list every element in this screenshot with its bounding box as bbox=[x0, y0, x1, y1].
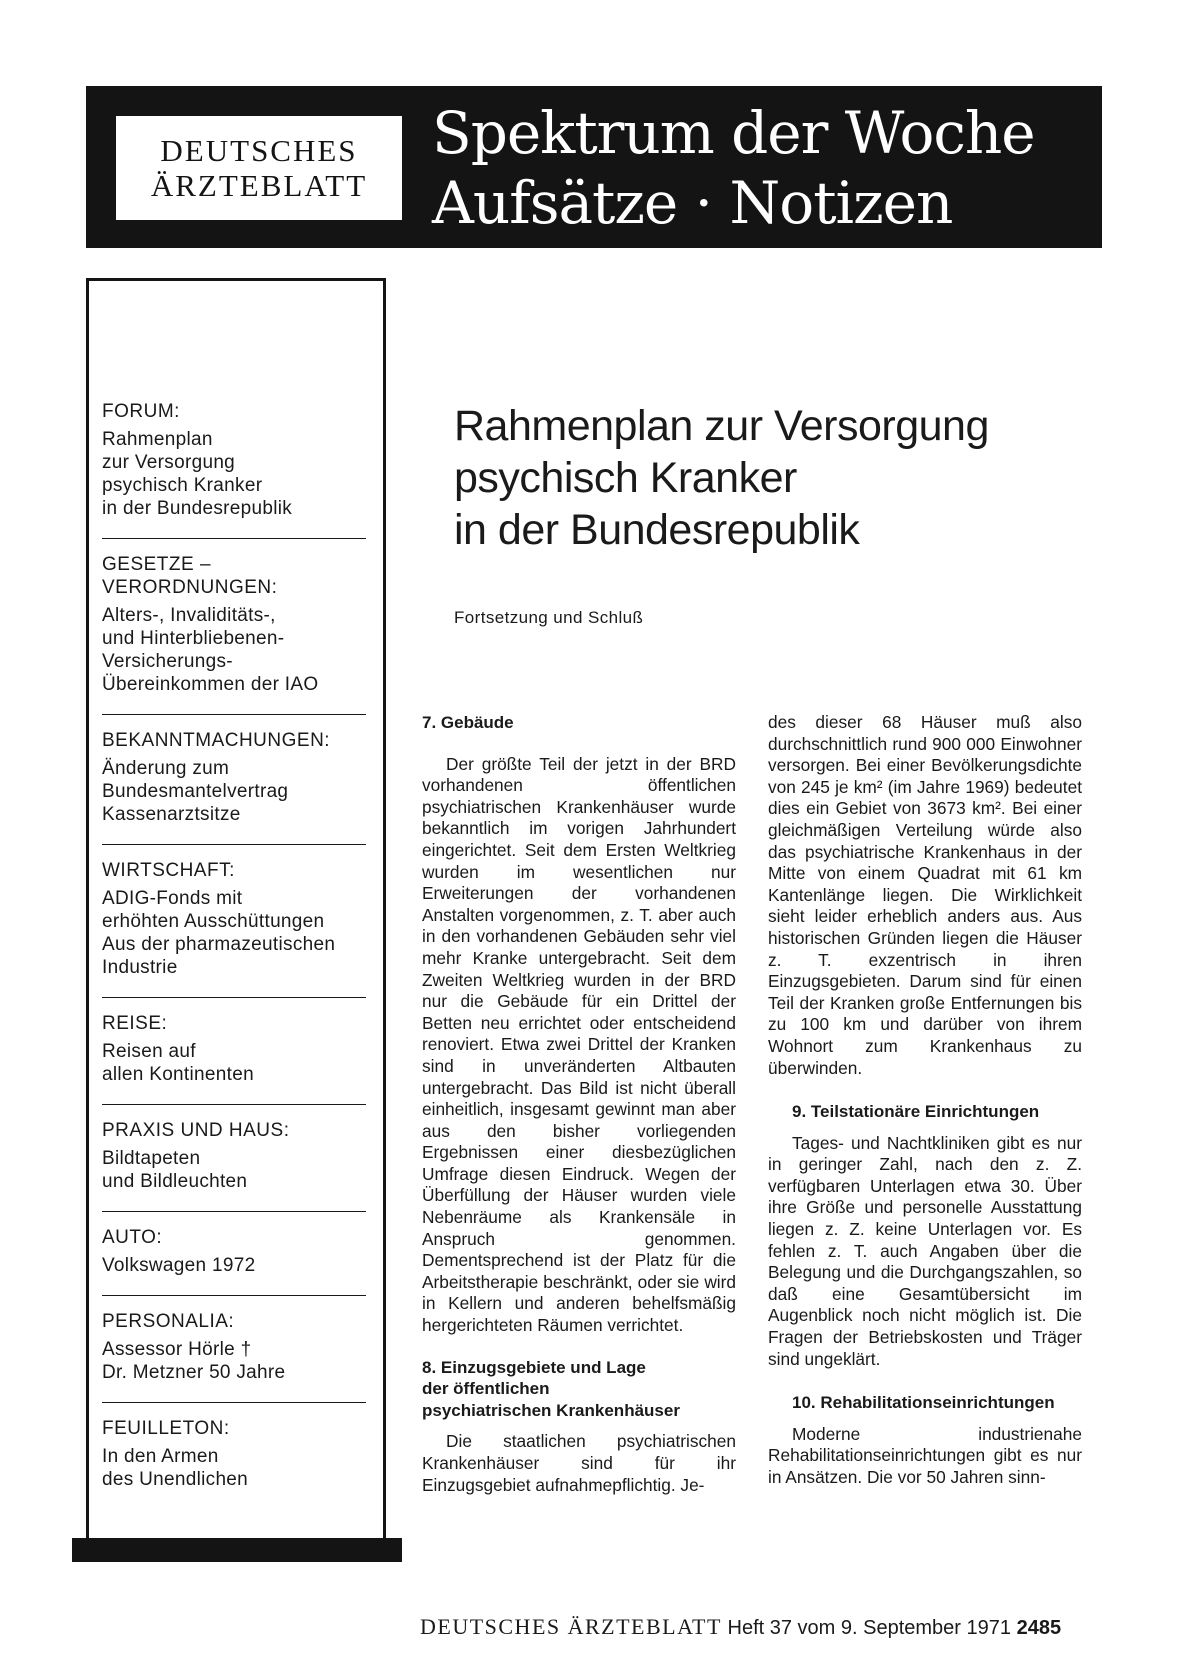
toc-entry: Versicherungs- bbox=[102, 651, 233, 672]
article-title-line-2: psychisch Kranker bbox=[454, 454, 797, 502]
toc-entry: und Hinterbliebenen- bbox=[102, 628, 285, 649]
heading-section-10: 10. Rehabilitationseinrichtungen bbox=[792, 1393, 1055, 1413]
section-title-line-2: Aufsätze · Notizen bbox=[432, 169, 953, 237]
toc-entry: und Bildleuchten bbox=[102, 1171, 248, 1192]
toc-entry: Reisen auf bbox=[102, 1041, 196, 1062]
sidebar-bottom-bar bbox=[72, 1538, 402, 1562]
toc-entry: des Unendlichen bbox=[102, 1469, 249, 1490]
article-title-line-1: Rahmenplan zur Versorgung bbox=[454, 402, 989, 450]
toc-entry: Rahmenplan bbox=[102, 429, 213, 450]
toc-divider bbox=[102, 1211, 366, 1212]
toc-divider bbox=[102, 1104, 366, 1105]
paragraph-section-8: Die staatlichen psychiatrischen Krankenhäuser sind für ihr Einzugsgebiet aufnahmepflichtig. Je- bbox=[422, 1431, 736, 1495]
toc-entry: Kassenarztsitze bbox=[102, 804, 241, 825]
page-footer bbox=[420, 1614, 1061, 1640]
masthead-banner bbox=[86, 86, 1102, 248]
toc-entry: Assessor Hörle † bbox=[102, 1339, 252, 1360]
article-title-line-3: in der Bundesrepublik bbox=[454, 506, 860, 554]
toc-section bbox=[102, 729, 370, 834]
section-title bbox=[432, 98, 1035, 238]
toc-divider bbox=[102, 714, 366, 715]
toc-divider bbox=[102, 997, 366, 998]
toc-entry: Dr. Metzner 50 Jahre bbox=[102, 1362, 286, 1383]
toc-entry: Änderung zum bbox=[102, 758, 230, 779]
toc-section-heading: REISE: bbox=[102, 1013, 168, 1034]
footer-journal-name: DEUTSCHES ÄRZTEBLATT bbox=[420, 1614, 722, 1639]
heading-section-7: 7. Gebäude bbox=[422, 713, 514, 732]
toc-section-heading: BEKANNTMACHUNGEN: bbox=[102, 730, 331, 751]
toc-section bbox=[102, 1226, 370, 1285]
toc-entry: allen Kontinenten bbox=[102, 1064, 254, 1085]
toc-section bbox=[102, 553, 370, 704]
toc-section-heading: FEUILLETON: bbox=[102, 1418, 230, 1439]
toc-entry: psychisch Kranker bbox=[102, 475, 263, 496]
toc-entry: Industrie bbox=[102, 957, 178, 978]
journal-logo bbox=[116, 116, 402, 220]
toc-section-heading: GESETZE – VERORDNUNGEN: bbox=[102, 554, 278, 598]
paragraph-section-8-continued: des dieser 68 Häuser muß also durchschnittlich rund 900 000 Einwohner versorgen. Bei einer Bevölkerungsdichte von 245 je km² (im Jahre 1969) bedeutet dies ein Gebiet von 3673 km². Bei einer gleichmäßigen Verteilung würde also das psychiatrische Krankenhaus in der Mitte von einem Quadrat mit 61 km Kantenlänge liegen. Die Wirklichkeit sieht leider erheblich anders aus. Aus historischen Gründen liegen die Häuser z. T. exzentrisch in ihren Einzugsgebieten. Darum sind für einen Teil der Kranken große Entfernungen bis zu 100 km und darüber von ihrem Wohnort zum Krankenhaus zu überwinden. bbox=[768, 712, 1082, 1078]
toc-entry: erhöhten Ausschüttungen bbox=[102, 911, 325, 932]
toc-section-heading: PRAXIS UND HAUS: bbox=[102, 1120, 290, 1141]
footer-page-number: 2485 bbox=[1016, 1617, 1062, 1639]
toc-entry: In den Armen bbox=[102, 1446, 219, 1467]
heading-section-9: 9. Teilstationäre Einrichtungen bbox=[792, 1102, 1040, 1122]
toc-divider bbox=[102, 1295, 366, 1296]
toc-section bbox=[102, 1417, 370, 1499]
toc-divider bbox=[102, 1402, 366, 1403]
toc-entry: Übereinkommen der IAO bbox=[102, 674, 319, 695]
heading-section-8-line-1: 8. Einzugsgebiete und Lage bbox=[422, 1357, 646, 1377]
toc-entry: ADIG-Fonds mit bbox=[102, 888, 243, 909]
toc-section bbox=[102, 1310, 370, 1392]
toc-entry: Bildtapeten bbox=[102, 1148, 201, 1169]
heading-section-8-line-3: psychiatrischen Krankenhäuser bbox=[422, 1400, 680, 1420]
logo-line-2: ÄRZTEBLATT bbox=[150, 168, 368, 203]
toc-divider bbox=[102, 844, 366, 845]
heading-section-8 bbox=[422, 1357, 736, 1422]
table-of-contents bbox=[102, 400, 370, 1499]
section-title-line-1: Spektrum der Woche bbox=[432, 99, 1035, 167]
article-title bbox=[454, 400, 1114, 556]
logo-line-1: DEUTSCHES bbox=[160, 133, 358, 168]
toc-section-heading: FORUM: bbox=[102, 401, 180, 422]
toc-section-heading: WIRTSCHAFT: bbox=[102, 860, 235, 881]
toc-section bbox=[102, 1119, 370, 1201]
article-subtitle: Fortsetzung und Schluß bbox=[454, 608, 644, 627]
paragraph-section-9: Tages- und Nachtkliniken gibt es nur in geringer Zahl, nach den z. Z. verfügbaren Unterlagen etwa 30. Über ihre Größe und personelle Ausstattung liegen z. Z. keine Unterlagen vor. Es fehlen z. T. auch Angaben über die Belegung und die Durchgangszahlen, so daß eine Gesamtübersicht im Augenblick noch nicht möglich ist. Die Fragen der Betriebskosten und Träger sind ungeklärt. bbox=[768, 1132, 1082, 1369]
footer-issue: Heft 37 vom 9. September 1971 bbox=[727, 1617, 1012, 1639]
toc-entry: Bundesmantelvertrag bbox=[102, 781, 289, 802]
paragraph-section-7: Der größte Teil der jetzt in der BRD vorhandenen öffentlichen psychiatrischen Krankenhäuser wurde bekanntlich im vorigen Jahrhundert eingerichtet. Seit dem Ersten Weltkrieg wurden im wesentlichen nur Erweiterungen der vorhandenen Anstalten vorgenommen, z. T. aber auch in den vorhandenen Gebäuden sehr viel mehr Kranke untergebracht. Seit dem Zweiten Weltkrieg wurden in der BRD nur die Gebäude für ein Drittel der Betten neu errichtet oder entscheidend renoviert. Etwa zwei Drittel der Kranken sind in unveränderten Altbauten untergebracht. Das Bild ist nicht überall einheitlich, insgesamt gewinnt man aber aus den bisher vorliegenden Ergebnissen einer diesbezüglichen Umfrage diesen Eindruck. Wegen der Überfüllung der Häuser wurden viele Nebenräume als Krankensäle in Anspruch genommen. Dementsprechend ist der Platz für die Arbeitstherapie beschränkt, oder sie wird in Kellern und anderen behelfsmäßig hergerichteten Räumen verrichtet. bbox=[422, 753, 736, 1336]
toc-section bbox=[102, 859, 370, 987]
article-column-1 bbox=[422, 712, 736, 1496]
toc-section-heading: PERSONALIA: bbox=[102, 1311, 235, 1332]
toc-section bbox=[102, 1012, 370, 1094]
toc-section-heading: AUTO: bbox=[102, 1227, 163, 1248]
toc-section bbox=[102, 400, 370, 528]
toc-entry: in der Bundesrepublik bbox=[102, 498, 293, 519]
article-column-2 bbox=[768, 712, 1082, 1489]
toc-entry: Aus der pharmazeutischen bbox=[102, 934, 336, 955]
heading-section-8-line-2: der öffentlichen bbox=[422, 1379, 550, 1399]
toc-entry: Alters-, Invaliditäts-, bbox=[102, 605, 276, 626]
toc-entry: zur Versorgung bbox=[102, 452, 236, 473]
toc-divider bbox=[102, 538, 366, 539]
toc-entry: Volkswagen 1972 bbox=[102, 1255, 256, 1276]
paragraph-section-10: Moderne industrienahe Rehabilitationseinrichtungen gibt es nur in Ansätzen. Die vor 50 Jahren sinn- bbox=[768, 1423, 1082, 1487]
